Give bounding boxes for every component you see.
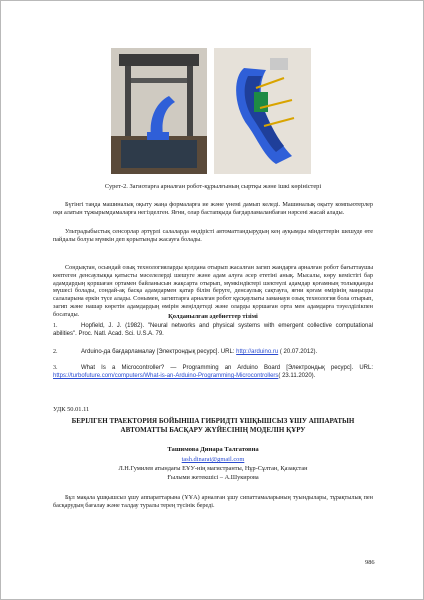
reference-number: 1. — [53, 323, 58, 329]
reference-text: Arduino-да бағдарламалау [Электрондық ресурс]. URL: — [81, 349, 237, 355]
author-email-line — [53, 456, 373, 463]
reference-text: What Is a Microcontroller? — Programming an Arduino Board [Электрондық ресурс]. URL: — [81, 365, 373, 371]
udk-code: УДК 50.01.11 — [53, 406, 90, 413]
abstract-paragraph: Бұл мақала ұшқышсыз ұшу аппараттарына (ҰҰА) арналған ұшу сипаттамаларының туындылары, тұрақтылық пен басқарудың бағалау және талдау туралы терең түсінік береді. — [53, 494, 373, 509]
author-affiliation — [53, 465, 373, 482]
robot-exterior-photo — [111, 48, 207, 174]
body-paragraph: Ультрадыбыстық сенсорлар әртүрлі салаларда өндірісті автоматтандырудың кең ауқымды міндеттерін шешуде өте пайдалы болуы мүмкін деп қорытынды жасауға болады. — [53, 228, 373, 243]
references-heading: Қолданылған әдебиеттер тізімі — [168, 313, 258, 320]
author-name: Ташимова Динара Талгатовна — [167, 446, 259, 453]
body-paragraph: Бүгінгі таңда машиналық оқыту жаңа формаларға ие және үнемі дамып келеді. Машиналық оқыту компьютерлер оқи алатын тұжырымдамаларға негізделген. Яғни, олар бастапқыда бағдарламаланбаған нәрсені жасай алады. — [53, 201, 373, 216]
reference-item — [53, 364, 373, 380]
figure-caption: Сурет-2. Загиотарға арналған робот-құрылғының сыртқы және ішкі көріністері — [104, 183, 322, 190]
reference-number: 3. — [53, 365, 58, 371]
reference-number: 2. — [53, 349, 58, 355]
reference-date: ( 20.07.2012). — [278, 349, 318, 355]
body-paragraph: Сондықтан, осындай озық технологияларды қолдана отырып жасалған загип жандарға арналған робот бағыттаушы көптеген денсаулыққа қатысты мәселелерді шешуге және адам алуға әсер ететіні анық. Мысалы, көру кемістігі бар адамдардың қоршаған ортамен байланысын жақсарта отырып, мүмкіндіктері шектеулі адамдар қоғамның толыққанды мүшесі болады, сондай-ақ басқа адамдармен қатар білім беруге, денсаулық сақтауға, яғни қоғам өмірінің маңызды салаларына еркін түсе алады. Сонымен, загиптарға арналған робот құсқаулығы заманауи озық технология бола отырып, загип және нашар көретін адамдардың өмірін жеңілдетеді және оларды қоршаған орта мен адамдарға тәуелділікпен босатады. — [53, 264, 373, 318]
page-number: 986 — [365, 559, 375, 566]
reference-item — [53, 322, 373, 338]
reference-item — [53, 348, 373, 356]
robot-interior-photo — [214, 48, 311, 174]
supervisor-text: Ғылыми жетекшісі – А.Шукирова — [167, 473, 259, 481]
affiliation-text: Л.Н.Гумилев атындағы ЕҰУ-нің магистранты, Нұр-Сұлтан, Қазақстан — [118, 465, 308, 472]
reference-link[interactable]: http://arduino.ru — [236, 349, 279, 355]
figure-robot-device — [111, 48, 311, 174]
author-email-link[interactable]: tash.dinarat@gmail.com — [181, 456, 245, 463]
reference-date: ( 23.11.2020). — [278, 373, 316, 379]
reference-link[interactable]: https://turbofuture.com/computers/What-is-an-Arduino-Programming-Microcontrollers — [53, 373, 279, 379]
article-title: БЕРІЛГЕН ТРАЕКТОРИЯ БОЙЫНША ГИБРИДТІ ҰШҚЫШСЫЗ ҰШУ АППАРАТЫН АВТОМАТТЫ БАСҚАРУ ЖҮЙЕСІНІҢ МОДЕЛІН ҚҰРУ — [71, 417, 355, 434]
reference-text: Hopfield, J. J. (1982). "Neural networks and physical systems with emergent collective computational abilities". Proc. Natl. Acad. Sci. U.S.A. 79. — [53, 323, 373, 337]
